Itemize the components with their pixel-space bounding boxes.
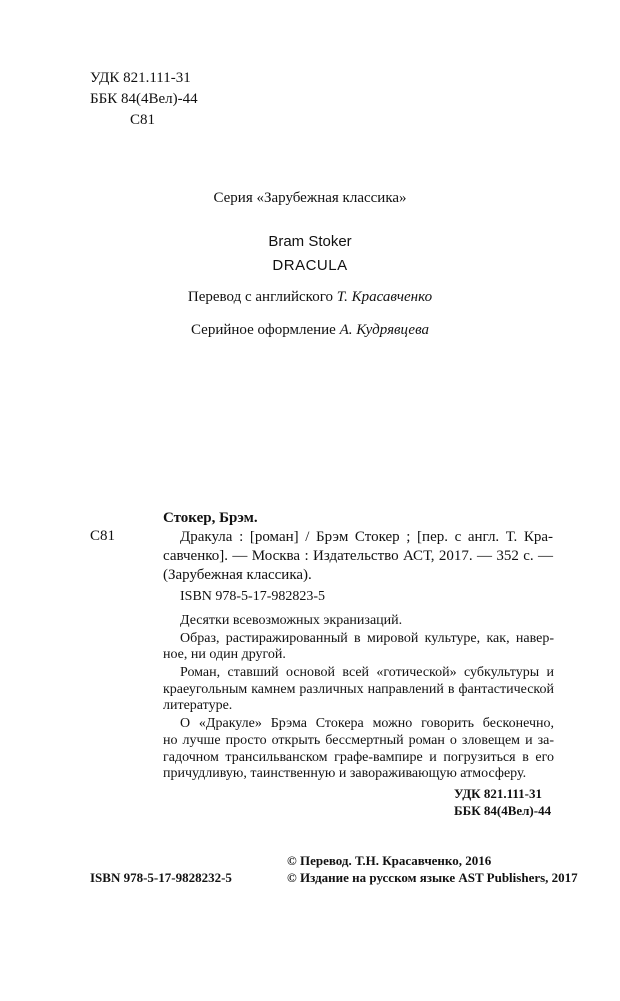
design-prefix: Серийное оформление [190, 322, 336, 338]
copyright-edition: © Издание на русском языке AST Publishers, 2017 [287, 870, 578, 885]
catalog-bbk: ББК 84(4Вел)-44 [454, 803, 552, 818]
title-english: DRACULA [272, 257, 348, 274]
annotation-line: краеугольным камнем различных направлений в фантастической [163, 682, 554, 697]
translation-credit [0, 289, 620, 306]
catalog-mark: С81 [90, 528, 116, 544]
designer-name: А. Кудрявцева [339, 322, 430, 338]
annotation-line: Образ, растиражированный в мировой культуре, как, навер- [180, 631, 554, 646]
author-mark: С81 [130, 112, 156, 128]
catalog-description-line: савченко]. — Москва : Издательство АСТ, 2017. — 352 с. — [163, 548, 553, 564]
copyright-translation: © Перевод. Т.Н. Красавченко, 2016 [287, 853, 492, 868]
design-credit [0, 322, 620, 339]
translator-name: Т. Красавченко [336, 289, 433, 305]
annotation-line: гадочном трансильванском графе-вампире и погрузиться в его [163, 750, 554, 765]
annotation-line: ное, ни один другой. [163, 647, 286, 662]
annotation-line: литературе. [163, 698, 233, 713]
footer-isbn: ISBN 978-5-17-9828232-5 [90, 870, 232, 885]
translation-prefix: Перевод с английского [187, 289, 333, 305]
catalog-udk: УДК 821.111-31 [454, 786, 542, 801]
annotation-line: О «Дракуле» Брэма Стокера можно говорить бесконечно, [180, 716, 554, 731]
catalog-author-heading: Стокер, Брэм. [163, 510, 258, 526]
catalog-description-line: (Зарубежная классика). [163, 567, 312, 583]
annotation-line: причудливую, таинственную и завораживающую атмосферу. [163, 766, 527, 781]
catalog-description-line: Дракула : [роман] / Брэм Стокер ; [пер. с англ. Т. Кра- [180, 529, 553, 545]
udk-code: УДК 821.111-31 [90, 70, 191, 86]
author-english: Bram Stoker [268, 233, 352, 250]
annotation-line: Десятки всевозможных экранизаций. [180, 613, 403, 628]
series-name: Серия «Зарубежная классика» [213, 190, 407, 206]
catalog-isbn: ISBN 978-5-17-982823-5 [180, 589, 326, 604]
annotation-line: Роман, ставший основой всей «готической» субкультуры и [180, 665, 554, 680]
bbk-code: ББК 84(4Вел)-44 [90, 91, 198, 107]
annotation-line: но лучше просто открыть бессмертный роман о зловещем и за- [163, 733, 554, 748]
